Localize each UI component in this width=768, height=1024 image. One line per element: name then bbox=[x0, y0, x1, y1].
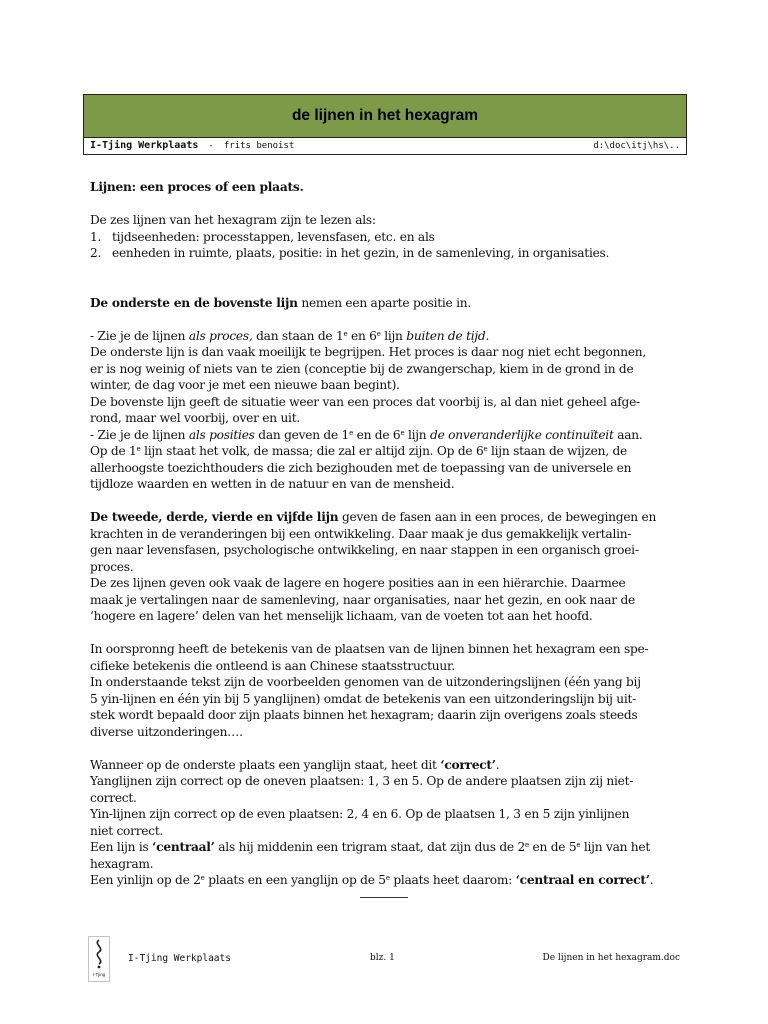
superscript: e bbox=[349, 428, 353, 437]
text-span: dan geven de 1 bbox=[254, 427, 350, 442]
superscript: e bbox=[376, 329, 381, 338]
text-line: De zes lijnen geven ook vaak de lagere en hogere posities aan in een hiërarchie. Daarmee bbox=[90, 576, 626, 590]
text-line: tijdloze waarden en wetten in de natuur en van de mensheid. bbox=[90, 477, 455, 491]
italic-phrase: buiten de tijd bbox=[406, 328, 486, 343]
text-span: Een yinlijn op de 2 bbox=[90, 873, 201, 887]
text-line bbox=[90, 443, 678, 460]
page-footer bbox=[86, 936, 680, 982]
text-span: . bbox=[649, 873, 654, 887]
text-span: Een lijn is bbox=[90, 840, 153, 854]
text-span: Op de 1 bbox=[90, 444, 137, 458]
text-span: - Zie je de lijnen bbox=[90, 427, 189, 442]
text-span: plaats heet daarom: bbox=[389, 873, 516, 887]
bold-phrase: De tweede, derde, vierde en vijfde lijn bbox=[90, 510, 339, 524]
text-span: aan. bbox=[613, 427, 643, 442]
section-heading: Lijnen: een proces of een plaats. bbox=[90, 180, 304, 194]
superscript: e bbox=[385, 874, 390, 882]
text-line: gen naar levensfasen, psychologische ontwikkeling, en naar stappen in een organisch groei- bbox=[90, 543, 639, 557]
bold-phrase: ‘centraal’ bbox=[152, 840, 215, 854]
text-span: en de 6 bbox=[352, 427, 401, 442]
text-line: er is nog weinig of niets van te zien (conceptie bij de zwangerschap, kiem in de grond in de bbox=[90, 361, 634, 376]
text-line bbox=[90, 757, 678, 774]
footer-page-number: blz. 1 bbox=[370, 953, 395, 963]
text-line: cifieke betekenis die ontleend is aan Chinese staatsstructuur. bbox=[90, 658, 455, 673]
bold-phrase: ‘centraal en correct’ bbox=[515, 873, 650, 887]
superscript: e bbox=[525, 841, 529, 849]
text-line: Yin-lijnen zijn correct op de even plaatsen: 2, 4 en 6. Op de plaatsen 1, 3 en 5 zijn yinlijnen bbox=[90, 807, 630, 821]
italic-phrase: als proces, bbox=[188, 328, 253, 343]
list-number: 1. bbox=[90, 229, 102, 244]
header-separator: - bbox=[208, 141, 214, 151]
text-line: 5 yin-lijnen en één yin bij 5 yanglijnen) omdat de betekenis van een uitzonderingslijn bij uit- bbox=[90, 691, 637, 706]
bold-phrase: De onderste en de bovenste lijn bbox=[90, 295, 298, 310]
italic-phrase: de onveranderlijke continuïteit bbox=[430, 427, 614, 442]
bold-phrase: ‘correct’ bbox=[440, 757, 496, 772]
header-path: d:\doc\itj\hs\.. bbox=[593, 141, 680, 151]
text-line bbox=[90, 839, 678, 856]
text-span: lijn bbox=[404, 427, 431, 442]
list-item bbox=[90, 229, 678, 246]
superscript: e bbox=[136, 445, 141, 453]
text-span: . bbox=[485, 328, 490, 343]
superscript: e bbox=[576, 841, 581, 849]
list-text: eenheden in ruimte, plaats, positie: in het gezin, in de samenleving, in organisaties. bbox=[112, 246, 610, 260]
itjing-logo-icon bbox=[88, 936, 110, 982]
document-body bbox=[90, 179, 678, 898]
text-span: - Zie je de lijnen bbox=[90, 328, 189, 343]
header-subline bbox=[84, 138, 686, 154]
text-line: maak je vertalingen naar de samenleving, naar organisaties, naar het gezin, en ook naar de bbox=[90, 592, 635, 607]
text-line: proces. bbox=[90, 559, 134, 574]
intro-line: De zes lijnen van het hexagram zijn te lezen als: bbox=[90, 213, 376, 227]
superscript: e bbox=[483, 445, 488, 453]
text-line: correct. bbox=[90, 790, 137, 805]
paragraph bbox=[90, 328, 678, 345]
list-text: tijdseenheden: processtappen, levensfasen, etc. en als bbox=[112, 229, 435, 244]
document-title: de lijnen in het hexagram bbox=[84, 95, 686, 138]
text-line: De onderste lijn is dan vaak moeilijk te begrijpen. Het proces is daar nog niet echt begonnen, bbox=[90, 345, 647, 359]
superscript: e bbox=[400, 428, 405, 437]
text-span: geven de fasen aan in een proces, de bewegingen en bbox=[338, 510, 657, 524]
header-left bbox=[90, 138, 294, 154]
header-org: I-Tjing Werkplaats bbox=[90, 140, 199, 151]
text-line: Yanglijnen zijn correct op de oneven plaatsen: 1, 3 en 5. Op de andere plaatsen zijn zij niet- bbox=[90, 774, 634, 788]
text-span: nemen een aparte positie in. bbox=[297, 295, 471, 310]
paragraph bbox=[90, 295, 678, 312]
text-line: In onderstaande tekst zijn de voorbeelden genomen van de uitzonderingslijnen (één yang bij bbox=[90, 675, 641, 689]
text-line: winter, de dag voor je met een nieuwe baan begint). bbox=[90, 378, 400, 392]
logo-text: I-Tjing bbox=[92, 972, 106, 977]
text-span: . bbox=[495, 757, 500, 772]
text-span: als hij middenin een trigram staat, dat zijn dus de 2 bbox=[214, 840, 525, 854]
text-line: allerhoogste toezichthouders die zich bezighouden met de toepassing van de universele en bbox=[90, 460, 632, 475]
text-span: Wanneer op de onderste plaats een yanglijn staat, heet dit bbox=[90, 757, 441, 772]
document-header bbox=[83, 94, 687, 155]
end-rule bbox=[360, 889, 408, 898]
text-span: en de 5 bbox=[528, 840, 577, 854]
superscript: e bbox=[343, 329, 348, 338]
text-line: krachten in de veranderingen bij een ontwikkeling. Daar maak je dus gemakkelijk vertalin- bbox=[90, 526, 632, 541]
text-span: lijn staan de wijzen, de bbox=[487, 444, 627, 458]
text-span: plaats en een yanglijn op de 5 bbox=[204, 873, 386, 887]
paragraph bbox=[90, 427, 678, 444]
text-line bbox=[90, 872, 678, 889]
list-item bbox=[90, 245, 678, 262]
header-author: frits benoist bbox=[223, 141, 295, 151]
footer-org: I-Tjing Werkplaats bbox=[128, 953, 231, 964]
text-line: rond, maar wel voorbij, over en uit. bbox=[90, 411, 300, 425]
text-line: De bovenste lijn geeft de situatie weer van een proces dat voorbij is, al dan niet geheel afge- bbox=[90, 394, 640, 409]
list-number: 2. bbox=[90, 246, 102, 260]
text-line: hexagram. bbox=[90, 856, 154, 871]
text-span: lijn van het bbox=[580, 840, 651, 854]
italic-phrase: als posities bbox=[188, 427, 255, 442]
text-span: en 6 bbox=[347, 328, 377, 343]
superscript: e bbox=[200, 874, 205, 882]
text-span: dan staan de 1 bbox=[252, 328, 344, 343]
text-line: In oorspronng heeft de betekenis van de plaatsen van de lijnen binnen het hexagram een spe- bbox=[90, 642, 649, 656]
text-line: diverse uitzonderingen…. bbox=[90, 724, 243, 739]
text-line: stek wordt bepaald door zijn plaats binnen het hexagram; daarin zijn overigens zoals steeds bbox=[90, 708, 638, 722]
text-line: ‘hogere en lagere’ delen van het menselijk lichaam, van de voeten tot aan het hoofd. bbox=[90, 609, 593, 623]
text-line: niet correct. bbox=[90, 823, 164, 838]
text-span: lijn bbox=[380, 328, 407, 343]
text-span: lijn staat het volk, de massa; die zal er altijd zijn. Op de 6 bbox=[140, 444, 484, 458]
paragraph bbox=[90, 509, 678, 526]
footer-filename: De lijnen in het hexagram.doc bbox=[542, 953, 680, 963]
